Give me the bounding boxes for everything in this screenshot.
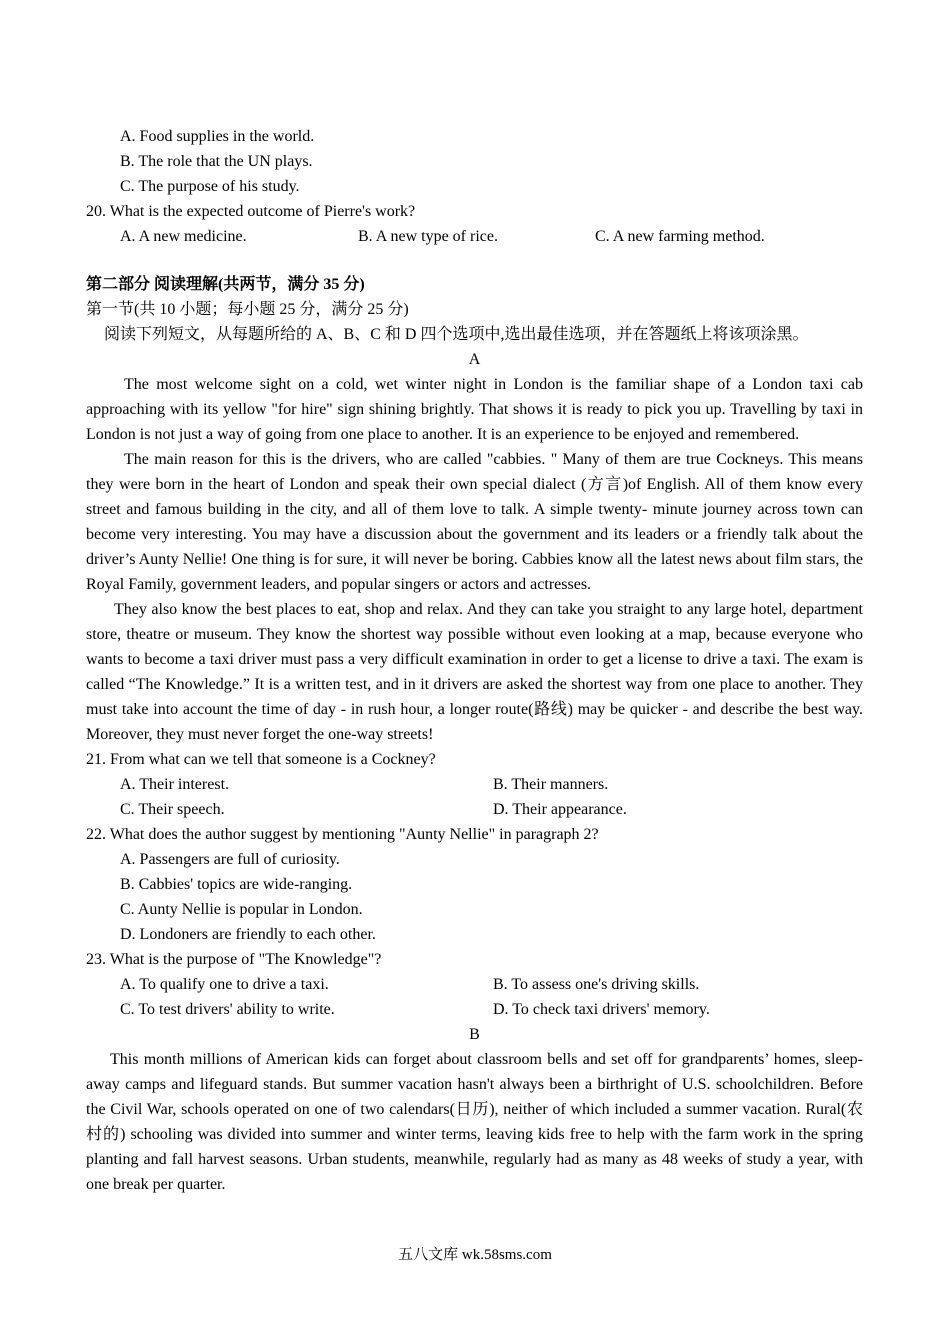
q23-option-c: C. To test drivers' ability to write. bbox=[120, 1001, 335, 1018]
passage-a-paragraph-1: The most welcome sight on a cold, wet winter night in London is the familiar shape of a London taxi cab approaching with its yellow "for hire" sign shining brightly. That shows it is ready to pick you up. Travelling by taxi in London is not just a way of going from one place to another. It is an experience to be enjoyed and remembered. bbox=[86, 376, 863, 443]
q21-stem: 21. From what can we tell that someone is a Cockney? bbox=[86, 751, 436, 768]
q22-option-b: B. Cabbies' topics are wide-ranging. bbox=[120, 876, 353, 893]
page-content bbox=[86, 124, 863, 1197]
q23-options-row-1 bbox=[86, 972, 863, 997]
q22-stem: 22. What does the author suggest by mentioning "Aunty Nellie" in paragraph 2? bbox=[86, 826, 599, 843]
q21-option-b: B. Their manners. bbox=[493, 776, 609, 793]
passage-a-paragraph-2: The main reason for this is the drivers, who are called "cabbies. " Many of them are true Cockneys. This means they were born in the heart of London and speak their own special dialect (方言)of English. All of them know every street and famous building in the city, and all of them love to talk. A simple twenty- minute journey across town can become very interesting. You may have a discussion about the government and its leaders or a friendly talk about the driver’s Aunty Nellie! One thing is for sure, it will never be boring. Cabbies know all the latest news about film stars, the Royal Family, government leaders, and popular singers or actors and actresses. bbox=[86, 451, 863, 593]
passage-a-paragraph-3: They also know the best places to eat, shop and relax. And they can take you straight to any large hotel, department store, theatre or museum. They know the shortest way possible without even looking at a map, because everyone who wants to become a taxi driver must pass a very difficult examination in order to get a license to drive a taxi. The exam is called “The Knowledge.” It is a written test, and in it drivers are asked the shortest way from one place to another. They must take into account the time of day - in rush hour, a longer route(路线) may be quicker - and describe the best way. Moreover, they must never forget the one-way streets! bbox=[86, 601, 863, 743]
q23-option-b: B. To assess one's driving skills. bbox=[493, 976, 700, 993]
q19-option-a: A. Food supplies in the world. bbox=[120, 128, 315, 145]
q20-option-b: B. A new type of rice. bbox=[358, 228, 498, 245]
q23-option-a: A. To qualify one to drive a taxi. bbox=[120, 976, 329, 993]
q23-stem: 23. What is the purpose of "The Knowledge"? bbox=[86, 951, 382, 968]
part2-title: 第二部分 阅读理解(共两节，满分 35 分) bbox=[86, 276, 365, 293]
q19-option-c: C. The purpose of his study. bbox=[120, 178, 300, 195]
q20-options bbox=[86, 224, 863, 249]
q21-option-d: D. Their appearance. bbox=[493, 801, 627, 818]
q23-option-d: D. To check taxi drivers' memory. bbox=[493, 1001, 710, 1018]
q19-option-b: B. The role that the UN plays. bbox=[120, 153, 313, 170]
footer-watermark: 五八文库 wk.58sms.com bbox=[398, 1247, 552, 1263]
q21-option-a: A. Their interest. bbox=[120, 776, 230, 793]
q20-stem: 20. What is the expected outcome of Pierre's work? bbox=[86, 203, 416, 220]
spacer bbox=[86, 249, 863, 272]
q22-option-c: C. Aunty Nellie is popular in London. bbox=[120, 901, 363, 918]
q23-options-row-2 bbox=[86, 997, 863, 1022]
q20-option-c: C. A new farming method. bbox=[595, 228, 765, 245]
reading-instruction: 阅读下列短文，从每题所给的 A、B、C 和 D 四个选项中,选出最佳选项，并在答题纸上将该项涂黑。 bbox=[104, 326, 809, 343]
passage-b-label: B bbox=[469, 1026, 480, 1043]
q21-options-row-1 bbox=[86, 772, 863, 797]
q22-option-d: D. Londoners are friendly to each other. bbox=[120, 926, 376, 943]
passage-b-paragraph-1: This month millions of American kids can forget about classroom bells and set off for grandparents’ homes, sleep-away camps and lifeguard stands. But summer vacation hasn't always been a birthright of U.S. schoolchildren. Before the Civil War, schools operated on one of two calendars(日历), neither of which included a summer vacation. Rural(农村的) schooling was divided into summer and winter terms, leaving kids free to help with the farm work in the spring planting and fall harvest seasons. Urban students, meanwhile, regularly had as many as 48 weeks of study a year, with one break per quarter. bbox=[86, 1051, 863, 1193]
q21-option-c: C. Their speech. bbox=[120, 801, 225, 818]
q22-option-a: A. Passengers are full of curiosity. bbox=[120, 851, 340, 868]
passage-a-label: A bbox=[468, 351, 481, 368]
q21-options-row-2 bbox=[86, 797, 863, 822]
section1-title: 第一节(共 10 小题；每小题 25 分，满分 25 分) bbox=[86, 301, 409, 318]
q20-option-a: A. A new medicine. bbox=[120, 228, 247, 245]
